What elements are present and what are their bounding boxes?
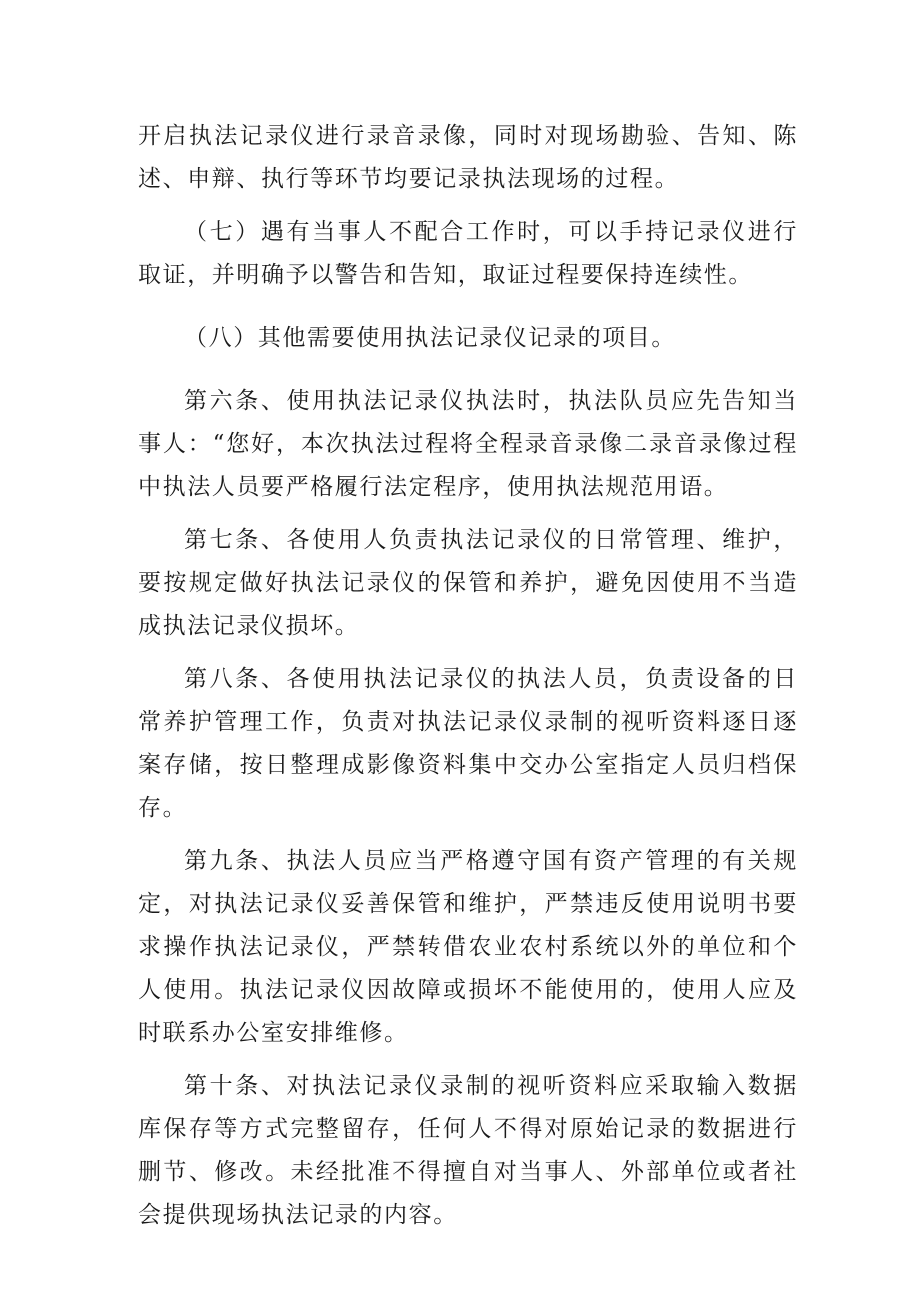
paragraph-article-10: 第十条、对执法记录仪录制的视听资料应采取输入数据库保存等方式完整留存，任何人不得对原始记录的数据进行删节、修改。未经批准不得擅自对当事人、外部单位或者社会提供现场执法记录的内容。 <box>138 1073 798 1228</box>
paragraph-article-8: 第八条、各使用执法记录仪的执法人员，负责设备的日常养护管理工作，负责对执法记录仪录制的视听资料逐日逐案存储，按日整理成影像资料集中交办公室指定人员归档保存。 <box>138 666 798 821</box>
paragraph-item-8: （八）其他需要使用执法记录仪记录的项目。 <box>184 325 676 351</box>
paragraph-item-7: （七）遇有当事人不配合工作时，可以手持记录仪进行取证，并明确予以警告和告知，取证过程要保持连续性。 <box>138 219 798 288</box>
paragraph-article-9: 第九条、执法人员应当严格遵守国有资产管理的有关规定，对执法记录仪妥善保管和维护，严禁违反使用说明书要求操作执法记录仪，严禁转借农业农村系统以外的单位和个人使用。执法记录仪因故障或损坏不能使用的，使用人应及时联系办公室安排维修。 <box>138 848 798 1046</box>
paragraph-article-6: 第六条、使用执法记录仪执法时，执法队员应先告知当事人：“您好，本次执法过程将全程录音录像二录音录像过程中执法人员要严格履行法定程序，使用执法规范用语。 <box>138 388 798 500</box>
document-body <box>138 115 798 1237</box>
paragraph-continuation: 开启执法记录仪进行录音录像，同时对现场勘验、告知、陈述、申辩、执行等环节均要记录执法现场的过程。 <box>138 123 798 192</box>
paragraph-article-7: 第七条、各使用人负责执法记录仪的日常管理、维护，要按规定做好执法记录仪的保管和养护，避免因使用不当造成执法记录仪损坏。 <box>138 527 798 639</box>
